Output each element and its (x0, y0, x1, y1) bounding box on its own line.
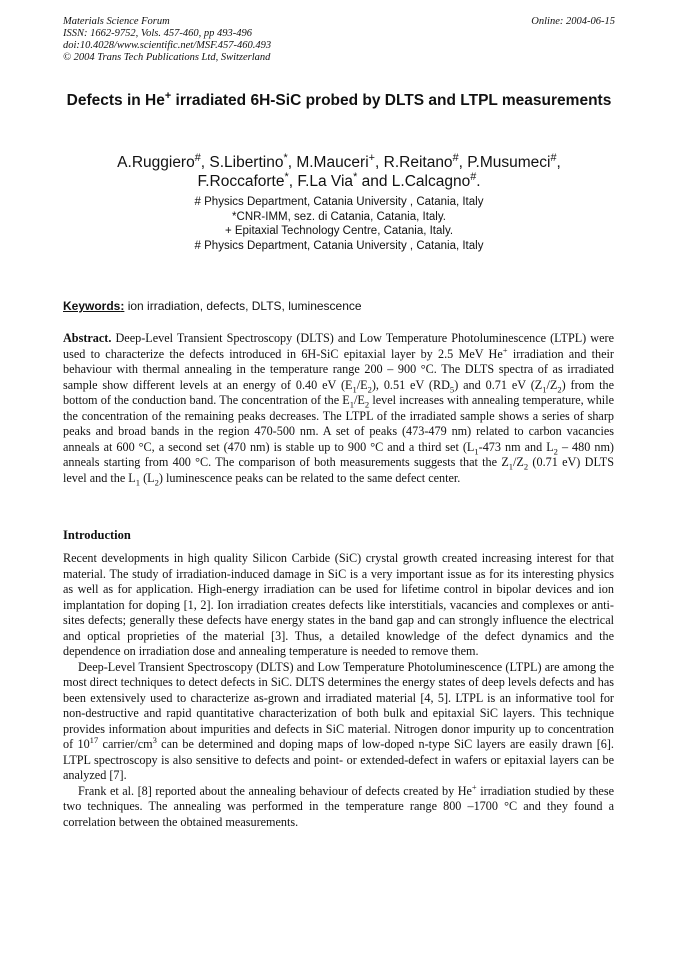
abstract-text: – 480 nm) anneals starting from 400 °C. The comparison of both measurements suggests that the Z (63, 439, 614, 469)
abstract-text: (L (140, 470, 155, 485)
online-date: Online: 2004-06-15 (531, 16, 615, 27)
doi-line[interactable]: doi:10.4028/www.scientific.net/MSF.457-460.493 (63, 40, 272, 51)
subscript: 2 (364, 399, 370, 410)
subscript: 1 (508, 461, 514, 472)
journal-header (63, 16, 271, 64)
superscript: + (471, 781, 477, 792)
intro-paragraph-3 (63, 781, 614, 831)
keywords-colon: : (120, 299, 125, 313)
subscript: 2 (553, 445, 558, 456)
abstract-text: /Z (546, 377, 558, 392)
abstract-text: /E (356, 377, 368, 392)
abstract-text: /Z (513, 455, 524, 469)
author-name: , R.Reitano (375, 154, 453, 171)
superscript: 3 (152, 734, 157, 745)
author-name: , F.La Via (288, 173, 354, 190)
issn-line: ISSN: 1662-9752, Vols. 457-460, pp 493-496 (63, 28, 252, 39)
paragraph-text: can be determined and doping maps of low-doped n-type SiC layers are easily drawn [6]. LTPL spectroscopy is also sensitive to defects and point- or extended-defect in wafers or epitaxial layers can be analyzed [7]. (63, 737, 614, 782)
subscript: 2 (557, 383, 562, 394)
introduction-body (63, 551, 614, 830)
author-name: A.Ruggiero (117, 154, 195, 171)
abstract-text: irradiation and their behaviour with thermal annealing in the temperature range 200 – 900 °C. The DLTS spectra of as irradiated sample show different levels at an energy of 0.40 eV (E (63, 346, 614, 392)
abstract-text: Deep-Level Transient Spectroscopy (DLTS) and Low Temperature Photoluminescence (LTPL) were used to characterize the defects introduced in 6H-SiC epitaxial layer by 2.5 MeV He (63, 331, 614, 361)
author-mark: # (470, 170, 477, 183)
paragraph-text: Frank et al. [8] reported about the annealing behaviour of defects created by He (78, 783, 472, 798)
abstract-text: ), 0.51 eV (RD (371, 377, 450, 392)
title-text-rest: irradiated 6H-SiC probed by DLTS and LTPL measurements (171, 92, 612, 109)
author-mark: * (283, 151, 288, 164)
subscript: 1 (352, 383, 357, 394)
abstract-text: ) from the bottom of the conduction band. The concentration of the E (63, 377, 614, 407)
subscript: 2 (154, 476, 159, 487)
abstract-text: ) luminescence peaks can be related to the same defect center. (158, 470, 461, 485)
author-mark: * (353, 170, 358, 183)
abstract-text: -473 nm and L (478, 439, 554, 454)
copyright-line: © 2004 Trans Tech Publications Ltd, Switzerland (63, 52, 271, 63)
abstract-label: Abstract. (63, 331, 112, 345)
affiliation-line: *CNR-IMM, sez. di Catania, Catania, Italy. (232, 210, 446, 223)
title-text: Defects in He (66, 92, 165, 109)
journal-name: Materials Science Forum (63, 16, 170, 27)
subscript: 5 (449, 383, 455, 394)
keywords-label: Keywords (63, 299, 121, 313)
superscript: 17 (89, 734, 99, 745)
abstract-paragraph (63, 331, 614, 486)
author-mark: # (550, 151, 557, 164)
abstract-text: (0.71 eV) DLTS level and the L (63, 455, 614, 485)
subscript: 1 (135, 476, 141, 487)
paragraph-text: Deep-Level Transient Spectroscopy (DLTS) and Low Temperature Photoluminescence (LTPL) are among the most direct techniques to detect defects in SiC. DLTS determines the energy states of deep levels defects and has been extensively used to characterize as-grown and irradiated material [4, 5]. LTPL is an informative tool for non-destructive and rapid quantitative characterization of both bulk and epitaxial SiC layers. This technique provides information about impurities and defects in SiC material. Nitrogen donor impurity up to concentration of 10 (63, 659, 614, 751)
author-mark: # (194, 151, 201, 164)
abstract-text: level increases with annealing temperature, while the concentration of the remaining peaks decreases. The LTPL of the irradiated sample shows a series of sharp peaks and broad bands in the region 470-500 nm. A set of peaks (473-479 nm) related to carbon vacancies anneals at 600 °C, a second set (470 nm) is stable up to 900 °C and a third set (L (63, 393, 614, 454)
author-name: , M.Mauceri (287, 154, 369, 171)
author-name: , S.Libertino (200, 154, 284, 171)
author-name: , P.Musumeci (458, 154, 551, 171)
keywords-text: ion irradiation, defects, DLTS, luminescence (124, 299, 362, 313)
author-name: and L.Calcagno (357, 173, 471, 190)
intro-paragraph-2 (63, 660, 614, 784)
author-list (63, 153, 615, 191)
paper-title (63, 91, 615, 111)
paragraph-text: irradiation studied by these two techniques. The annealing was performed in the temperature range 800 –1700 °C and they found a correlation between the obtained measurements. (63, 783, 614, 829)
section-heading-introduction: Introduction (63, 528, 131, 542)
author-mark: * (284, 170, 289, 183)
affiliation-line: # Physics Department, Catania University , Catania, Italy (194, 196, 484, 208)
affiliation-list (63, 195, 615, 254)
subscript: 2 (367, 383, 372, 394)
subscript: 1 (474, 445, 479, 456)
subscript: 1 (349, 399, 355, 410)
abstract-text: ) and 0.71 eV (Z (454, 377, 543, 392)
title-superscript: + (164, 89, 172, 102)
keywords-line (63, 299, 615, 314)
paragraph-text: carrier/cm (98, 737, 153, 751)
author-end: . (476, 173, 481, 190)
abstract-text: /E (354, 393, 365, 407)
subscript: 2 (523, 461, 529, 472)
intro-paragraph-1: Recent developments in high quality Silicon Carbide (SiC) crystal growth created increasing interest for that material. The study of irradiation-induced damage in SiC is a very important issue as for its interesting physics as well as for application. High-energy irradiation can be used for lifetime control in bipolar devices and ion implantation for doping [1, 2]. Ion irradiation creates defects like interstitials, vacancies and complexes or anti-sites defects; generally these defects have energy states in the band gap and can strongly influence the electrical and optical proprieties of the material [3]. Thus, a detailed knowledge of the defect dynamics and the dependence on irradiation dose and annealing temperature is needed to remove them. (63, 551, 614, 658)
author-name: F.Roccaforte (197, 173, 285, 190)
affiliation-line: + Epitaxial Technology Centre, Catania, Italy. (224, 225, 454, 238)
author-mark: + (368, 151, 376, 164)
subscript: 1 (542, 383, 547, 394)
author-separator: , (556, 154, 561, 171)
affiliation-line: # Physics Department, Catania University , Catania, Italy (194, 240, 484, 253)
author-mark: # (452, 151, 459, 164)
superscript: + (502, 344, 508, 355)
